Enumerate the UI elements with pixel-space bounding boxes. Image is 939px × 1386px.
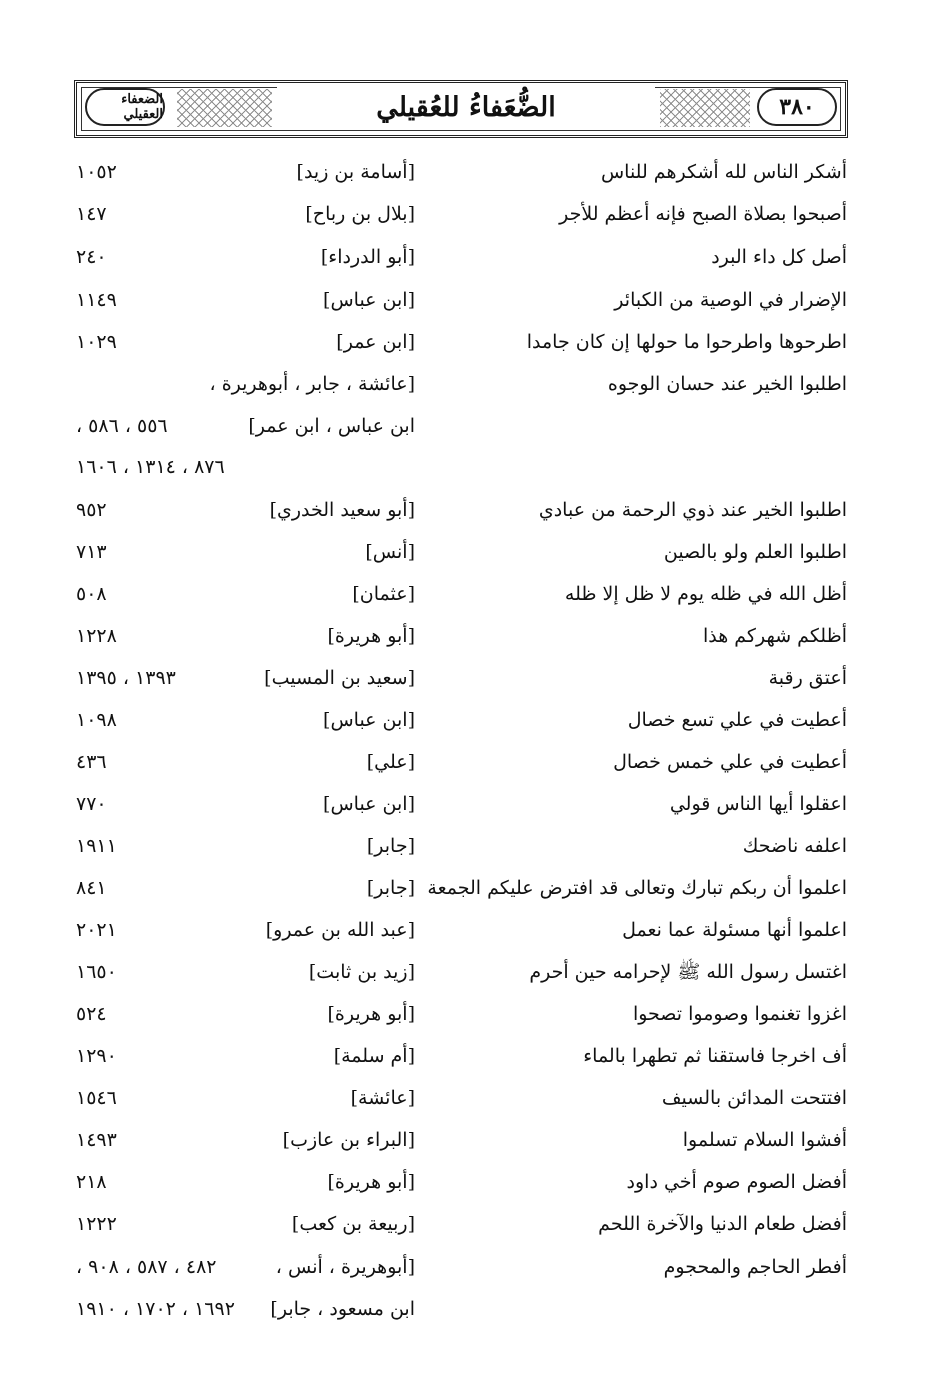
- index-entry: [0, 280, 939, 320]
- reference-numbers: ١١٤٩: [76, 289, 117, 311]
- hadith-text: اعلموا أن ربكم تبارك وتعالى قد افترض عليكم الجمعة: [427, 877, 847, 899]
- hadith-text: أفطر الحاجم والمحجوم: [663, 1256, 847, 1278]
- narrator: [أبوهريرة ، أنس ،: [275, 1256, 415, 1278]
- index-entry: [0, 194, 939, 234]
- narrator: [عبد الله بن عمرو]: [265, 919, 415, 941]
- reference-numbers: ١٩١١: [76, 835, 117, 857]
- reference-numbers: ١٠٢٩: [76, 331, 117, 353]
- reference-numbers: ٤٨٢ ، ٥٨٧ ، ٩٠٨ ،: [76, 1256, 217, 1278]
- index-entry: [0, 616, 939, 656]
- reference-numbers: ٧٧٠: [76, 793, 107, 815]
- index-entry: [0, 532, 939, 572]
- narrator: [علي]: [366, 751, 415, 773]
- narrator: [أنس]: [365, 541, 415, 563]
- hadith-text: أشكر الناس لله أشكرهم للناس: [600, 161, 847, 183]
- narrator: [أبو سعيد الخدري]: [269, 499, 415, 521]
- reference-numbers: ١٠٥٢: [76, 161, 117, 183]
- index-entry: [0, 490, 939, 530]
- hadith-text: اطلبوا الخير عند حسان الوجوه: [607, 373, 847, 395]
- narrator: [عائشة ، جابر ، أبوهريرة ،: [209, 373, 415, 395]
- reference-numbers: ٥٥٦ ، ٥٨٦ ،: [76, 415, 168, 437]
- narrator: [أبو هريرة]: [327, 625, 415, 647]
- index-entry: [0, 1162, 939, 1202]
- hadith-text: افتتحت المدائن بالسيف: [661, 1087, 847, 1109]
- narrator: [أسامة بن زيد]: [296, 161, 415, 183]
- index-entry: [0, 364, 939, 404]
- narrator: [أبو هريرة]: [327, 1003, 415, 1025]
- narrator: [زيد بن ثابت]: [308, 961, 415, 983]
- reference-numbers: ١٠٩٨: [76, 709, 117, 731]
- reference-numbers: ٥٢٤: [76, 1003, 107, 1025]
- hadith-text: اطلبوا العلم ولو بالصين: [663, 541, 847, 563]
- index-entry: [0, 994, 939, 1034]
- index-entry: [0, 1204, 939, 1244]
- hadith-text: اغتسل رسول الله ﷺ لإحرامه حين أحرم: [529, 961, 847, 983]
- narrator: [البراء بن عازب]: [282, 1129, 415, 1151]
- hadith-text: اعلفه ناضحك: [742, 835, 847, 857]
- reference-numbers: ٤٣٦: [76, 751, 107, 773]
- hadith-text: أف اخرجا فاستقنا ثم تطهرا بالماء: [583, 1045, 847, 1067]
- narrator: [جابر]: [366, 877, 415, 899]
- narrator: [بلال بن رباح]: [305, 203, 415, 225]
- index-entry: [0, 952, 939, 992]
- narrator: [عثمان]: [352, 583, 415, 605]
- narrator: [أم سلمة]: [333, 1045, 415, 1067]
- book-title: الضُّعَفاءُ للعُقيلي: [277, 87, 655, 127]
- index-entry: [0, 658, 939, 698]
- reference-numbers: ١٤٧: [76, 203, 107, 225]
- hadith-text: أصبحوا بصلاة الصبح فإنه أعظم للأجر: [559, 203, 847, 225]
- index-entry: [0, 406, 939, 446]
- reference-numbers: ٧١٣: [76, 541, 107, 563]
- index-entry: [0, 826, 939, 866]
- index-entry: [0, 1247, 939, 1287]
- hadith-text: اطلبوا الخير عند ذوي الرحمة من عبادي: [538, 499, 847, 521]
- index-entry: [0, 868, 939, 908]
- index-entry: [0, 574, 939, 614]
- index-entry: [0, 910, 939, 950]
- hadith-text: اعقلوا أيها الناس قولي: [669, 793, 847, 815]
- reference-numbers: ١٥٤٦: [76, 1087, 117, 1109]
- hadith-text: أظلكم شهركم هذا: [702, 625, 847, 647]
- reference-numbers: ٢٠٢١: [76, 919, 117, 941]
- index-entry: [0, 1120, 939, 1160]
- narrator: [أبو هريرة]: [327, 1171, 415, 1193]
- reference-numbers: ٨٧٦ ، ١٣١٤ ، ١٦٠٦: [76, 456, 225, 478]
- narrator: [ربيعة بن كعب]: [291, 1213, 415, 1235]
- hadith-text: أفضل الصوم صوم أخي داود: [626, 1171, 847, 1193]
- narrator: [ابن عباس]: [323, 793, 415, 815]
- reference-numbers: ٩٥٢: [76, 499, 107, 521]
- narrator: [ابن عمر]: [336, 331, 415, 353]
- index-entry: [0, 152, 939, 192]
- narrator: [جابر]: [366, 835, 415, 857]
- index-entry: [0, 237, 939, 277]
- index-entry: [0, 322, 939, 362]
- reference-numbers: ٢١٨: [76, 1171, 107, 1193]
- reference-numbers: ١٤٩٣: [76, 1129, 117, 1151]
- book-emblem: الضعفاء العقيلي: [85, 88, 165, 126]
- hadith-text: اطرحوها واطرحوا ما حولها إن كان جامدا: [526, 331, 847, 353]
- hadith-text: اعلموا أنها مسئولة عما نعمل: [622, 919, 847, 941]
- index-entry: [0, 700, 939, 740]
- reference-numbers: ٥٠٨: [76, 583, 107, 605]
- reference-numbers: ١٢٢٨: [76, 625, 117, 647]
- reference-numbers: ١٢٢٢: [76, 1213, 117, 1235]
- index-entry: [0, 1289, 939, 1329]
- narrator: [ابن عباس]: [323, 289, 415, 311]
- hadith-text: أظل الله في ظله يوم لا ظل إلا ظله: [564, 583, 847, 605]
- reference-numbers: ١٢٩٠: [76, 1045, 117, 1067]
- narrator: [سعيد بن المسيب]: [264, 667, 415, 689]
- index-entry: [0, 1078, 939, 1118]
- hadith-text: الإضرار في الوصية من الكبائر: [614, 289, 847, 311]
- hadith-text: أفشوا السلام تسلموا: [682, 1129, 847, 1151]
- page-number: ٣٨٠: [757, 88, 837, 126]
- reference-numbers: ٢٤٠: [76, 246, 107, 268]
- hadith-text: أفضل طعام الدنيا والآخرة اللحم: [598, 1213, 847, 1235]
- narrator: [ابن عباس]: [323, 709, 415, 731]
- narrator: ابن عباس ، ابن عمر]: [248, 415, 415, 437]
- narrator: [أبو الدرداء]: [320, 246, 415, 268]
- narrator: ابن مسعود ، جابر]: [270, 1298, 415, 1320]
- hadith-text: أعطيت في علي خمس خصال: [613, 751, 847, 773]
- hadith-text: أعتق رقبة: [768, 667, 847, 689]
- index-entry: [0, 447, 939, 487]
- hadith-text: اغزوا تغنموا وصوموا تصحوا: [632, 1003, 847, 1025]
- index-entry: [0, 742, 939, 782]
- index-entry: [0, 1036, 939, 1076]
- index-entry: [0, 784, 939, 824]
- narrator: [عائشة]: [350, 1087, 415, 1109]
- reference-numbers: ١٦٥٠: [76, 961, 117, 983]
- hadith-text: أعطيت في علي تسع خصال: [627, 709, 847, 731]
- hadith-text: أصل كل داء البرد: [711, 246, 847, 268]
- reference-numbers: ٨٤١: [76, 877, 107, 899]
- reference-numbers: ١٦٩٢ ، ١٧٠٢ ، ١٩١٠: [76, 1298, 235, 1320]
- reference-numbers: ١٣٩٣ ، ١٣٩٥: [76, 667, 176, 689]
